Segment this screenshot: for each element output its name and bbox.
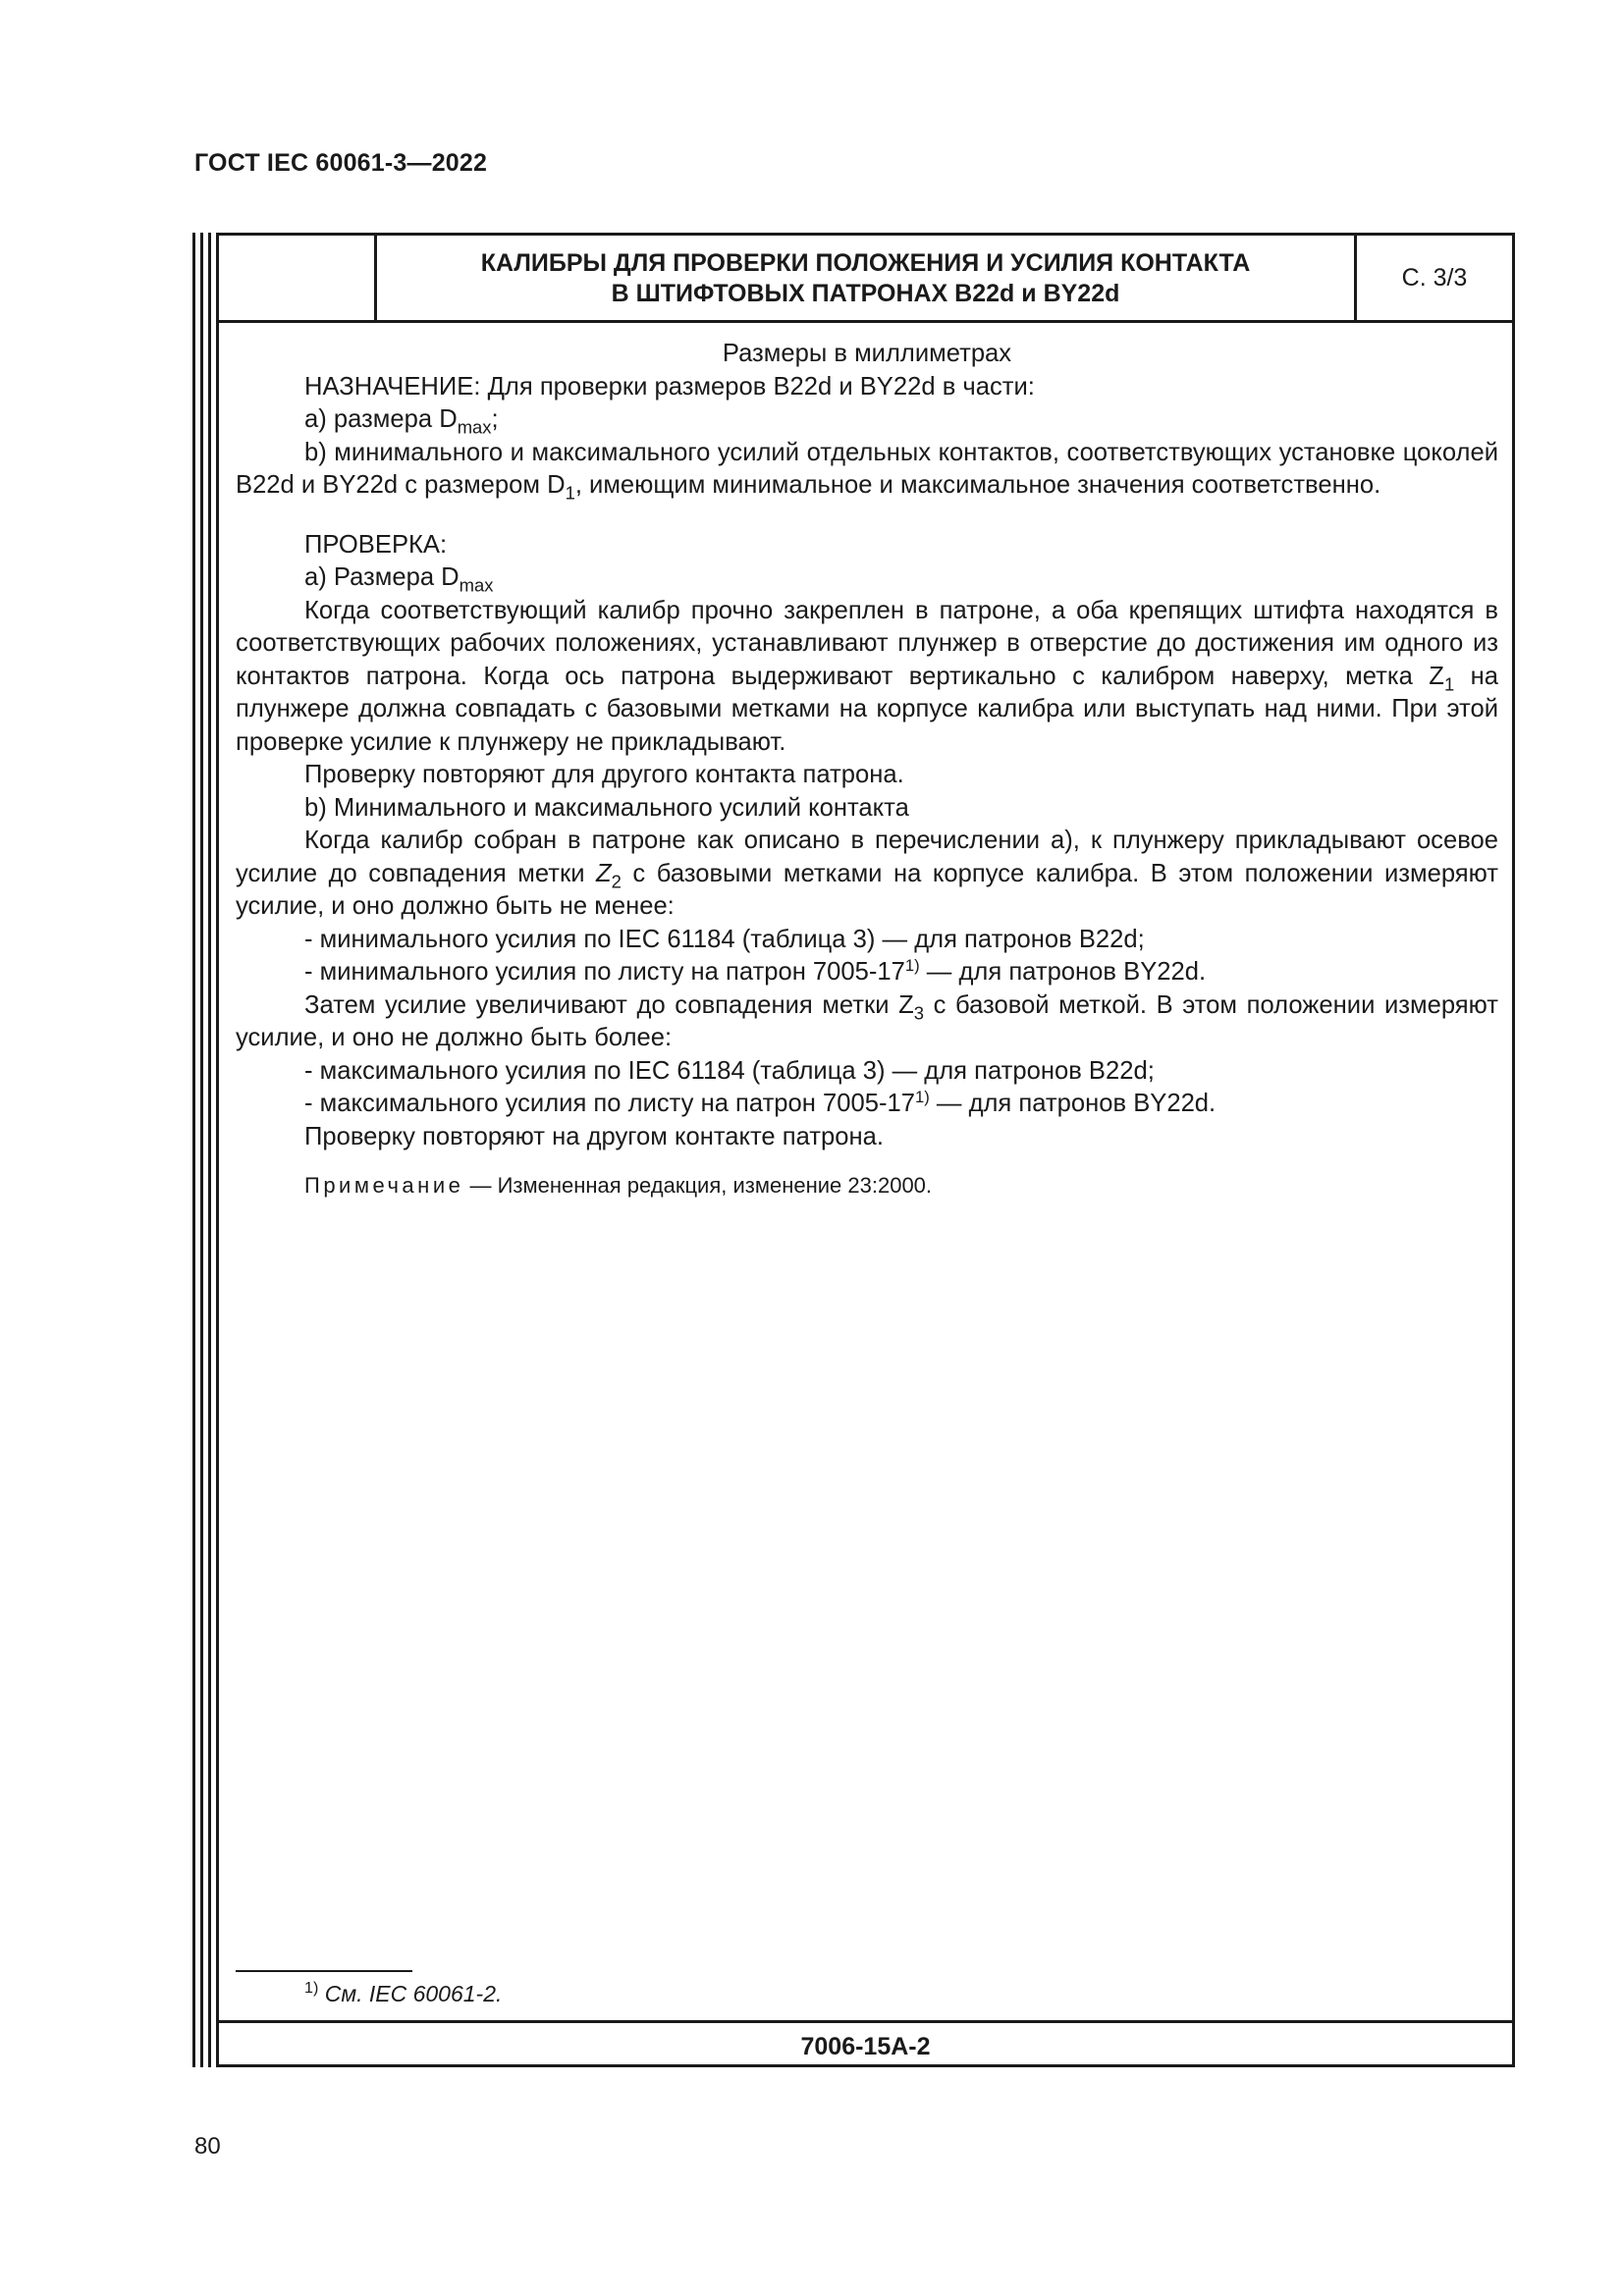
sheet-title [377, 248, 1354, 309]
purpose-intro: Для проверки размеров B22d и BY22d в части: [480, 372, 1035, 400]
header-left-cell [219, 236, 377, 320]
sheet-title-line: КАЛИБРЫ ДЛЯ ПРОВЕРКИ ПОЛОЖЕНИЯ И УСИЛИЯ КОНТАКТА [480, 249, 1251, 277]
list-item: - минимального усилия по листу на патрон 7005-17$^{1)}$ — для патронов BY22d. [304, 955, 1207, 986]
check-item-a: а) Размера $D_{max}$ [304, 563, 494, 596]
spacer [236, 503, 1498, 529]
sheet-footer: 7006-15A-2 [219, 2020, 1512, 2070]
page-number: 80 [194, 2133, 221, 2160]
check-heading: ПРОВЕРКА: [304, 530, 448, 559]
sheet-frame [216, 233, 1515, 2067]
purpose-heading [236, 371, 1498, 404]
sheet-title-line: В ШТИФТОВЫХ ПАТРОНАХ B22d и BY22d [611, 280, 1120, 307]
note-label: Примечание [304, 1173, 464, 1198]
footnote-mark: 1) [304, 1979, 319, 1998]
purpose-item-a: а) размера $D_{max}$; [304, 405, 499, 438]
check-paragraph: Затем усилие увеличивают до совпадения метки $Z_3$ с базовой меткой. В этом положении измеряют усилие, и оно не должно быть более: [236, 990, 1498, 1051]
check-paragraph: Когда соответствующий калибр прочно закреплен в патроне, а оба крепящих штифта находятся в соответствующих рабочих положениях, устанавливают плунжер в отверстие до достижения им одного из контактов патрона. Когда ось патрона выдерживают вертикально с калибром наверху, метка $Z_1$ на плунжере должна совпадать с базовыми метками на корпусе калибра или выступать над ними. При этой проверке усилие к плунжеру не прикладывают. [236, 596, 1498, 756]
purpose-label: НАЗНАЧЕНИЕ: [304, 372, 481, 400]
list-item: - максимального усилия по листу на патрон 7005-17$^{1)}$ — для патронов BY22d. [304, 1087, 1217, 1117]
check-item-b: b) Минимального и максимального усилий контакта [304, 793, 909, 822]
units-caption: Размеры в миллиметрах [722, 340, 1012, 367]
list-item: - максимального усилия по IEC 61184 (таблица 3) — для патронов B22d; [304, 1056, 1155, 1085]
footnote-text: См. IEC 60061-2. [318, 1981, 503, 2006]
check-paragraph: Проверку повторяют для другого контакта патрона. [304, 761, 904, 788]
document-code: ГОСТ IEC 60061-3—2022 [194, 149, 488, 177]
footnote [304, 1981, 502, 2007]
check-paragraph: Когда калибр собран в патроне как описано в перечислении а), к плунжеру прикладывают осевое усилие до совпадения метки $Z_2$ с базовыми метками на корпусе калибра. В этом положении измеряют усилие, и оно должно быть не менее: [236, 827, 1498, 920]
footnote-rule [236, 1970, 412, 1972]
margin-line [200, 233, 203, 2067]
note [236, 1169, 1498, 1202]
check-paragraph: Проверку повторяют на другом контакте патрона. [304, 1122, 884, 1150]
margin-line [208, 233, 211, 2067]
purpose-item-b: b) минимального и максимального усилий отдельных контактов, соответствующих установке цоколей B22d и BY22d с размером $D_1$, имеющим минимальное и максимальное значения соответственно. [236, 438, 1498, 504]
note-text: — Измененная редакция, изменение 23:2000. [463, 1173, 933, 1198]
sheet-content [236, 338, 1498, 1202]
sheet-number: С. 3/3 [1354, 236, 1512, 320]
sheet-header [219, 236, 1512, 323]
margin-line [192, 233, 195, 2067]
list-item: - минимального усилия по IEC 61184 (таблица 3) — для патронов B22d; [304, 925, 1145, 953]
